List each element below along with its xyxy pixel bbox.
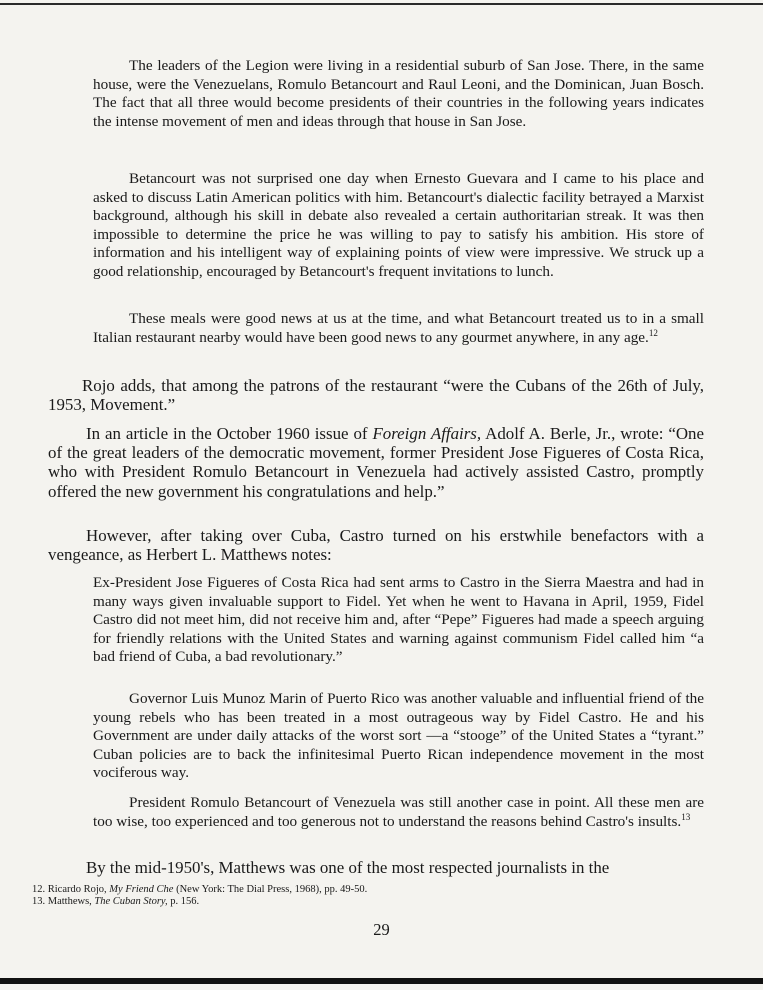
footnote-13-text-a: Matthews,: [47, 896, 95, 907]
footnote-12-number: 12.: [32, 884, 46, 895]
bottom-rule: [0, 978, 763, 984]
footnote-12-book-title: My Friend Che: [109, 884, 174, 895]
footnote-13-text-b: p. 156.: [167, 896, 200, 907]
footnote-12: [32, 884, 367, 896]
page-number: 29: [373, 920, 390, 939]
footnote-13: [32, 896, 199, 908]
body-paragraph-rojo: Rojo adds, that among the patrons of the restaurant “were the Cubans of the 26th of July, 1953, Movement.”: [48, 376, 704, 415]
quote-paragraph-munoz-marin: Governor Luis Munoz Marin of Puerto Rico was another valuable and influential friend of the young rebels who has been treated in a most outrageous way by Fidel Castro. He and his Government are under daily attacks of the worst sort —a “stooge” of the United States a “tyrant.” Cuban policies are to back the infinitesimal Puerto Rican independence movement in the most vociferous way.: [93, 690, 704, 782]
quote-paragraph-figueres: Ex-President Jose Figueres of Costa Rica had sent arms to Castro in the Sierra Maestra and had in many ways given invaluable support to Fidel. Yet when he went to Havana in April, 1959, Fidel Castro did not meet him, did not receive him and, after “Pepe” Figueres had made a speech arguing for friendly relations with the United States and warning against communism Fidel called him “a bad friend of Cuba, a bad revolutionary.”: [93, 574, 704, 666]
quote-paragraph-insults-text: President Romulo Betancourt of Venezuela was still another case in point. All these men are too wise, too experienced and too generous not to understand the reasons behind Castro's insults.: [93, 794, 704, 830]
body-paragraph-berle: [48, 424, 704, 501]
quote-paragraph-meals: [93, 310, 704, 347]
footnote-ref-13: 13: [681, 811, 691, 822]
top-rule: [0, 3, 763, 5]
quote-paragraph-betancourt: Betancourt was not surprised one day when Ernesto Guevara and I came to his place and asked to discuss Latin American politics with him. Betancourt's dialectic facility betrayed a Marxist background, although his skill in debate also revealed a certain authoritarian streak. It was then impossible to determine the price he was willing to pay to satisfy his ambition. His store of information and his intelligent way of explaining points of view were impressive. We struck up a good relationship, encouraged by Betancourt's frequent invitations to lunch.: [93, 170, 704, 280]
footnote-13-number: 13.: [32, 896, 46, 907]
quote-paragraph-insults: [93, 794, 704, 831]
footnote-ref-12: 12: [648, 327, 658, 338]
journal-title: Foreign Affairs,: [372, 424, 482, 443]
quote-paragraph-legion: The leaders of the Legion were living in a residential suburb of San Jose. There, in the same house, were the Venezuelans, Romulo Betancourt and Raul Leoni, and the Dominican, Juan Bosch. The fact that all three would become presidents of their countries in the following years indicates the intense movement of men and ideas through that house in San Jose.: [93, 57, 704, 130]
quote-paragraph-meals-text: These meals were good news at us at the time, and what Betancourt treated us to in a small Italian restaurant nearby would have been good news to any gourmet anywhere, in any age.: [93, 310, 704, 346]
berle-text-b: Adolf A. Berle, Jr., wrote: “One of the great leaders of the democratic movement, former President Jose Figueres of Costa Rica, who with President Romulo Betancourt in Venezuela had actively assisted Castro, promptly offered the new government his congratulations and help.”: [48, 424, 704, 501]
footnote-12-text-b: (New York: The Dial Press, 1968), pp. 49-50.: [173, 884, 368, 895]
footnote-12-text-a: Ricardo Rojo,: [47, 884, 110, 895]
body-paragraph-matthews: By the mid-1950's, Matthews was one of the most respected journalists in the: [86, 858, 610, 877]
body-paragraph-vengeance: However, after taking over Cuba, Castro turned on his erstwhile benefactors with a vengeance, as Herbert L. Matthews notes:: [48, 526, 704, 565]
footnote-13-book-title: The Cuban Story,: [94, 896, 168, 907]
berle-text-a: In an article in the October 1960 issue of: [86, 424, 373, 443]
